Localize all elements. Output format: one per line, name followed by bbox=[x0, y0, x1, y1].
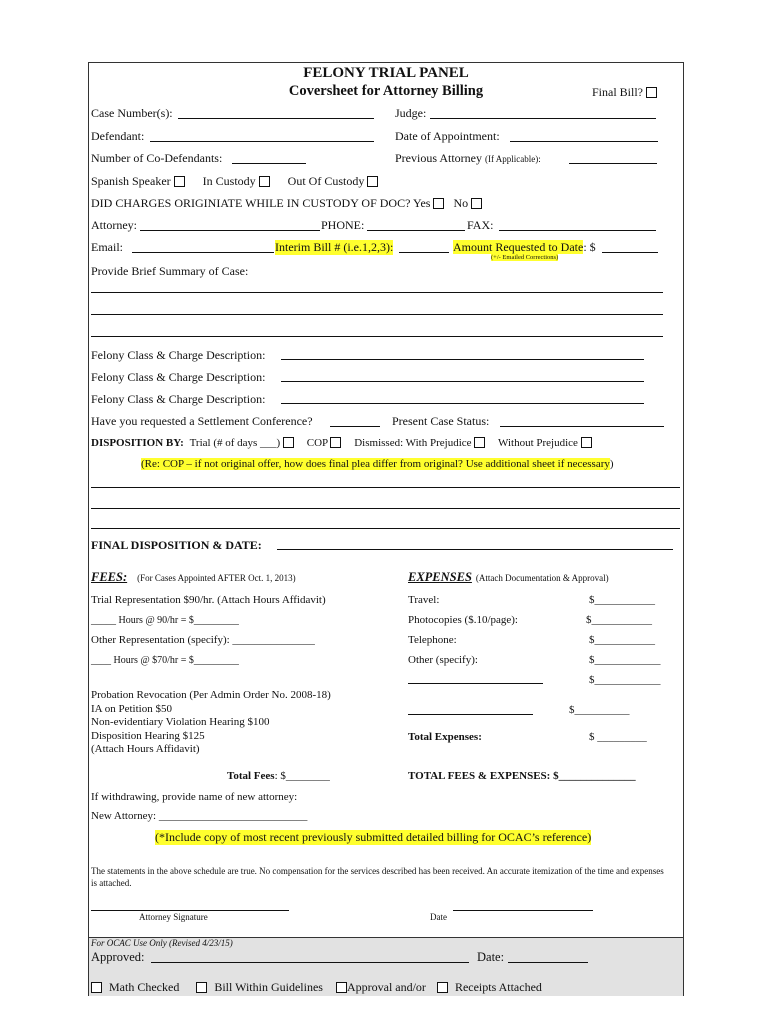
phone-input[interactable] bbox=[367, 230, 465, 231]
probation-block bbox=[91, 689, 331, 757]
judge-label: Judge: bbox=[395, 106, 427, 120]
final-bill-label: Final Bill? bbox=[592, 85, 643, 99]
amount-requested-input[interactable] bbox=[602, 252, 658, 253]
previous-attorney-label: Previous Attorney bbox=[395, 151, 482, 165]
summary-line-2[interactable] bbox=[91, 314, 663, 315]
case-numbers-input[interactable] bbox=[178, 118, 374, 119]
probation-line-2: IA on Petition $50 bbox=[91, 702, 172, 715]
without-prejudice-checkbox[interactable] bbox=[581, 437, 592, 448]
attorney-signature-label: Attorney Signature bbox=[139, 912, 208, 922]
felony-class-input-3[interactable] bbox=[281, 403, 644, 404]
ocac-date-input[interactable] bbox=[508, 962, 588, 963]
hours-70-field[interactable]: ____ Hours @ $70/hr = $_________ bbox=[91, 655, 239, 666]
final-disposition-input[interactable] bbox=[277, 549, 673, 550]
hours-90-field[interactable]: _____ Hours @ 90/hr = $_________ bbox=[91, 615, 239, 626]
form-subtitle: Coversheet for Attorney Billing bbox=[288, 83, 484, 99]
felony-class-input-2[interactable] bbox=[281, 381, 644, 382]
felony-class-label-1: Felony Class & Charge Description: bbox=[91, 348, 266, 362]
receipts-checkbox[interactable] bbox=[437, 982, 448, 993]
previous-attorney-note: (If Applicable): bbox=[485, 154, 541, 164]
travel-label: Travel: bbox=[408, 594, 440, 606]
doc-yes-checkbox[interactable] bbox=[433, 198, 444, 209]
summary-label: Provide Brief Summary of Case: bbox=[91, 264, 249, 278]
present-status-label: Present Case Status: bbox=[392, 414, 490, 428]
judge-input[interactable] bbox=[430, 118, 656, 119]
previous-attorney-input[interactable] bbox=[569, 163, 657, 164]
previous-attorney-field bbox=[395, 151, 541, 166]
approved-label: Approved: bbox=[91, 950, 145, 964]
interim-bill-input[interactable] bbox=[399, 252, 449, 253]
cop-note-close: ) bbox=[609, 458, 614, 470]
ocac-date-label: Date: bbox=[477, 950, 505, 964]
expenses-note: (Attach Documentation & Approval) bbox=[475, 573, 609, 583]
probation-line-1: Probation Revocation (Per Admin Order No. 2008-18) bbox=[91, 689, 331, 701]
fees-header bbox=[91, 568, 296, 586]
final-disposition-label: FINAL DISPOSITION & DATE: bbox=[91, 538, 262, 552]
felony-class-input-1[interactable] bbox=[281, 359, 644, 360]
with-prejudice-checkbox[interactable] bbox=[474, 437, 485, 448]
felony-class-label-2: Felony Class & Charge Description: bbox=[91, 370, 266, 384]
signature-date-label: Date bbox=[430, 912, 447, 922]
interim-bill-label: Interim Bill # (i.e.1,2,3): bbox=[275, 240, 394, 254]
amount-requested-label: Amount Requested to Date bbox=[453, 240, 584, 254]
grand-total[interactable]: TOTAL FEES & EXPENSES: $______________ bbox=[408, 770, 636, 782]
ocac-use-only: For OCAC Use Only (Revised 4/23/15) bbox=[91, 938, 233, 948]
email-label: Email: bbox=[91, 240, 123, 254]
doc-custody-question: DID CHARGES ORIGINIATE WHILE IN CUSTODY OF DOC? Yes bbox=[91, 196, 431, 210]
attorney-signature-line[interactable] bbox=[91, 910, 289, 911]
new-attorney-field[interactable]: New Attorney: ___________________________ bbox=[91, 810, 308, 822]
certification-statement: The statements in the above schedule are true. No compensation for the services described has been received. An accurate itemization of the time and expenses is attached. bbox=[91, 866, 664, 888]
disposition-cop-label: COP bbox=[306, 437, 328, 449]
telephone-amount[interactable]: $___________ bbox=[589, 634, 655, 646]
codefendants-input[interactable] bbox=[232, 163, 306, 164]
photocopies-amount[interactable]: $___________ bbox=[586, 614, 652, 626]
math-checked-label: Math Checked bbox=[109, 980, 180, 994]
fees-note: (For Cases Appointed AFTER Oct. 1, 2013) bbox=[137, 573, 296, 583]
probation-line-5: (Attach Hours Affidavit) bbox=[91, 743, 200, 755]
other-expense-amount[interactable]: $____________ bbox=[589, 654, 661, 666]
present-status-input[interactable] bbox=[500, 426, 664, 427]
felony-class-label-3: Felony Class & Charge Description: bbox=[91, 392, 266, 406]
withdrawal-prompt: If withdrawing, provide name of new attorney: bbox=[91, 791, 298, 803]
disposition-trial-checkbox[interactable] bbox=[283, 437, 294, 448]
cop-line-1[interactable] bbox=[91, 487, 680, 488]
telephone-label: Telephone: bbox=[408, 634, 457, 646]
spanish-speaker-label: Spanish Speaker bbox=[91, 174, 171, 188]
fax-label: FAX: bbox=[467, 218, 494, 232]
total-expenses-amount[interactable]: $ _________ bbox=[589, 731, 647, 743]
within-guidelines-checkbox[interactable] bbox=[196, 982, 207, 993]
out-of-custody-checkbox[interactable] bbox=[367, 176, 378, 187]
extra-expense-amount[interactable]: $__________ bbox=[569, 704, 630, 716]
total-fees-field bbox=[227, 770, 330, 782]
dismissed-label: Dismissed: With Prejudice bbox=[354, 437, 472, 449]
codefendants-label: Number of Co-Defendants: bbox=[91, 151, 223, 165]
date-appointment-label: Date of Appointment: bbox=[395, 129, 500, 143]
final-bill-checkbox[interactable] bbox=[646, 87, 657, 98]
probation-line-4: Disposition Hearing $125 bbox=[91, 729, 205, 742]
final-bill-field bbox=[592, 85, 657, 100]
doc-no-label: No bbox=[453, 196, 469, 210]
disposition-cop-checkbox[interactable] bbox=[330, 437, 341, 448]
signature-date-line[interactable] bbox=[453, 910, 593, 911]
date-appointment-input[interactable] bbox=[510, 141, 658, 142]
doc-no-checkbox[interactable] bbox=[471, 198, 482, 209]
other-expense-label: Other (specify): bbox=[408, 654, 478, 666]
travel-amount[interactable]: $___________ bbox=[589, 594, 655, 606]
cop-note-text: (Re: COP – if not original offer, how does final plea differ from original? Use additional sheet if necessary bbox=[141, 458, 610, 470]
doc-custody-row bbox=[91, 196, 482, 211]
math-checked-checkbox[interactable] bbox=[91, 982, 102, 993]
fees-title: FEES: bbox=[91, 570, 128, 584]
spanish-speaker-checkbox[interactable] bbox=[174, 176, 185, 187]
defendant-input[interactable] bbox=[150, 141, 374, 142]
emailed-corrections-note: (+/- Emailed Corrections) bbox=[491, 254, 559, 261]
cop-line-3[interactable] bbox=[91, 528, 680, 529]
other-expense-amount-2[interactable]: $____________ bbox=[589, 674, 661, 686]
without-prejudice-label: Without Prejudice bbox=[498, 437, 578, 449]
extra-expense-input[interactable] bbox=[408, 714, 533, 715]
photocopies-label: Photocopies ($.10/page): bbox=[408, 614, 518, 626]
disposition-label: DISPOSITION BY: bbox=[91, 437, 184, 449]
approval-label: Approval and/or bbox=[346, 980, 426, 994]
attorney-label: Attorney: bbox=[91, 218, 137, 232]
amount-requested-field bbox=[453, 240, 596, 255]
in-custody-checkbox[interactable] bbox=[259, 176, 270, 187]
receipts-label: Receipts Attached bbox=[454, 980, 542, 994]
cop-line-2[interactable] bbox=[91, 508, 680, 509]
settlement-input[interactable] bbox=[330, 426, 380, 427]
trial-rep-label: Trial Representation $90/hr. (Attach Hours Affidavit) bbox=[91, 594, 326, 606]
total-expenses-label: Total Expenses: bbox=[408, 731, 482, 743]
ocac-checklist bbox=[91, 980, 542, 995]
include-copy-note: (*Include copy of most recent previously submitted detailed billing for OCAC’s reference) bbox=[155, 830, 592, 844]
cop-note bbox=[141, 458, 614, 470]
form-title: FELONY TRIAL PANEL bbox=[303, 65, 469, 81]
within-guidelines-label: Bill Within Guidelines bbox=[214, 980, 323, 994]
settlement-label: Have you requested a Settlement Conference? bbox=[91, 414, 313, 428]
amount-requested-colon: : $ bbox=[583, 240, 596, 254]
attorney-input[interactable] bbox=[140, 230, 320, 231]
in-custody-label: In Custody bbox=[202, 174, 256, 188]
total-fees-blank[interactable]: : $________ bbox=[274, 770, 330, 782]
case-numbers-label: Case Number(s): bbox=[91, 106, 173, 120]
out-of-custody-label: Out Of Custody bbox=[287, 174, 365, 188]
probation-line-3: Non-evidentiary Violation Hearing $100 bbox=[91, 716, 270, 728]
approval-checkbox[interactable] bbox=[336, 982, 347, 993]
expenses-header bbox=[408, 568, 609, 586]
other-rep-field[interactable]: Other Representation (specify): _______________ bbox=[91, 634, 315, 646]
email-input[interactable] bbox=[132, 252, 274, 253]
fax-input[interactable] bbox=[499, 230, 656, 231]
expenses-title: EXPENSES bbox=[408, 570, 472, 584]
total-fees-label: Total Fees bbox=[227, 770, 275, 782]
disposition-trial-label: Trial (# of days ___) bbox=[189, 437, 281, 449]
summary-line-3[interactable] bbox=[91, 336, 663, 337]
defendant-label: Defendant: bbox=[91, 129, 145, 143]
phone-label: PHONE: bbox=[321, 218, 365, 232]
custody-row bbox=[91, 174, 378, 189]
approved-input[interactable] bbox=[151, 962, 469, 963]
summary-line-1[interactable] bbox=[91, 292, 663, 293]
disposition-row bbox=[91, 437, 592, 449]
other-expense-specify-input[interactable] bbox=[408, 683, 543, 684]
